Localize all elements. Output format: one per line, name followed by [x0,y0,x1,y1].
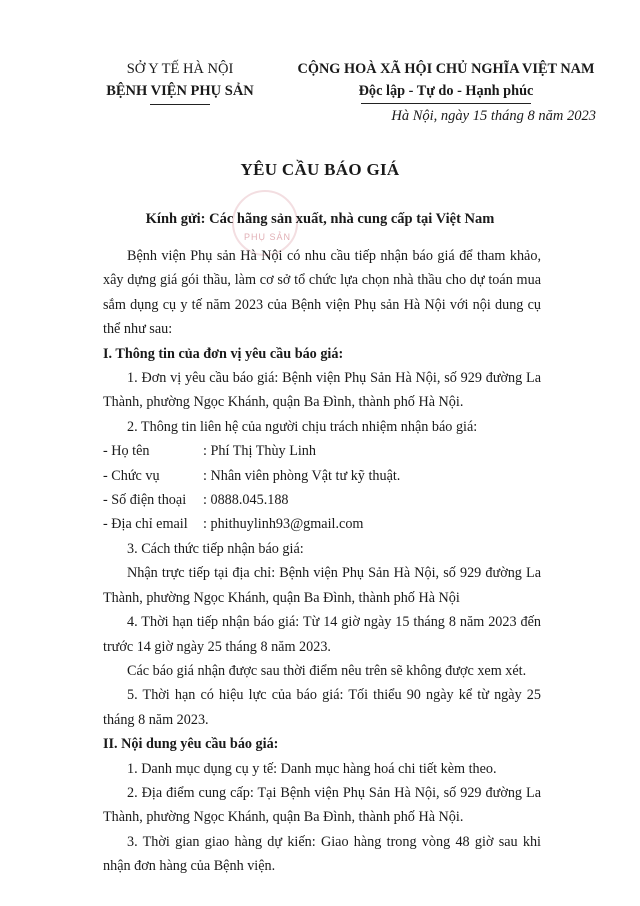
intro-paragraph: Bệnh viện Phụ sản Hà Nội có nhu cầu tiếp nhận báo giá để tham khảo, xây dựng giá gói thầu, làm cơ sở tổ chức lựa chọn nhà thầu cho dự toán mua sắm dụng cụ y tế năm 2023 của Bệnh viện Phụ sản Hà Nội với nội dung cụ thể như sau: [103,248,541,338]
motto-underline [361,103,531,104]
issuer-underline [150,104,210,105]
hospital-name: BỆNH VIỆN PHỤ SẢN [106,83,254,99]
section-1-item-4: 4. Thời hạn tiếp nhận báo giá: Từ 14 giờ ngày 15 tháng 8 năm 2023 đến trước 14 giờ ngày 25 tháng 8 năm 2023. [103,614,541,655]
contact-label: - Họ tên [103,443,150,460]
contact-value: : phithuylinh93@gmail.com [203,516,364,533]
issuer-block [100,58,260,105]
section-2-item-1: 1. Danh mục dụng cụ y tế: Danh mục hàng hoá chi tiết kèm theo. [127,760,497,777]
national-motto: Độc lập - Tự do - Hạnh phúc [358,83,534,99]
section-2-item-3: 3. Thời gian giao hàng dự kiến: Giao hàng trong vòng 48 giờ sau khi nhận đơn hàng của Bệnh viện. [103,833,541,875]
section-1-heading: I. Thông tin của đơn vị yêu cầu báo giá: [103,345,344,362]
contact-value: : Nhân viên phòng Vật tư kỹ thuật. [203,467,401,484]
contact-row-phone [103,488,541,512]
agency-name: SỞ Y TẾ HÀ NỘI [126,61,234,77]
national-header [296,58,596,104]
section-1-item-1: 1. Đơn vị yêu cầu báo giá: Bệnh viện Phụ Sản Hà Nội, số 929 đường La Thành, phường Ngọc Khánh, quận Ba Đình, thành phố Hà Nội. [103,370,541,411]
contact-label: - Số điện thoại [103,492,187,509]
contact-label: - Địa chỉ email [103,516,188,533]
document-title: YÊU CẦU BÁO GIÁ [240,160,400,179]
section-1-item-3-detail: Nhận trực tiếp tại địa chỉ: Bệnh viện Phụ Sản Hà Nội, số 929 đường La Thành, phường Ngọc Khánh, quận Ba Đình, thành phố Hà Nội [103,565,541,606]
section-1-item-4-note: Các báo giá nhận được sau thời điểm nêu trên sẽ không được xem xét. [127,662,527,679]
contact-value: : 0888.045.188 [203,492,289,509]
contact-row-email [103,512,541,536]
date-line: Hà Nội, ngày 15 tháng 8 năm 2023 [391,108,596,124]
contact-value: : Phí Thị Thùy Linh [203,443,316,460]
section-1-item-3: 3. Cách thức tiếp nhận báo giá: [127,540,304,557]
contact-row-position [103,464,541,488]
contact-label: - Chức vụ [103,467,160,484]
stamp-text: PHỤ SẢN [244,232,292,242]
nation-name: CỘNG HOÀ XÃ HỘI CHỦ NGHĨA VIỆT NAM [297,61,595,77]
recipient-line: Kính gửi: Các hãng sản xuất, nhà cung cấp tại Việt Nam [145,211,495,227]
contact-row-name [103,439,541,463]
section-2-heading: II. Nội dung yêu cầu báo giá: [103,736,279,753]
section-1-item-2: 2. Thông tin liên hệ của người chịu trách nhiệm nhận báo giá: [127,418,478,435]
document-body [103,244,541,879]
section-1-item-5: 5. Thời hạn có hiệu lực của báo giá: Tối thiểu 90 ngày kể từ ngày 25 tháng 8 năm 2023. [103,687,541,728]
section-2-item-2: 2. Địa điểm cung cấp: Tại Bệnh viện Phụ Sản Hà Nội, số 929 đường La Thành, phường Ngọc Khánh, quận Ba Đình, thành phố Hà Nội. [103,784,541,826]
